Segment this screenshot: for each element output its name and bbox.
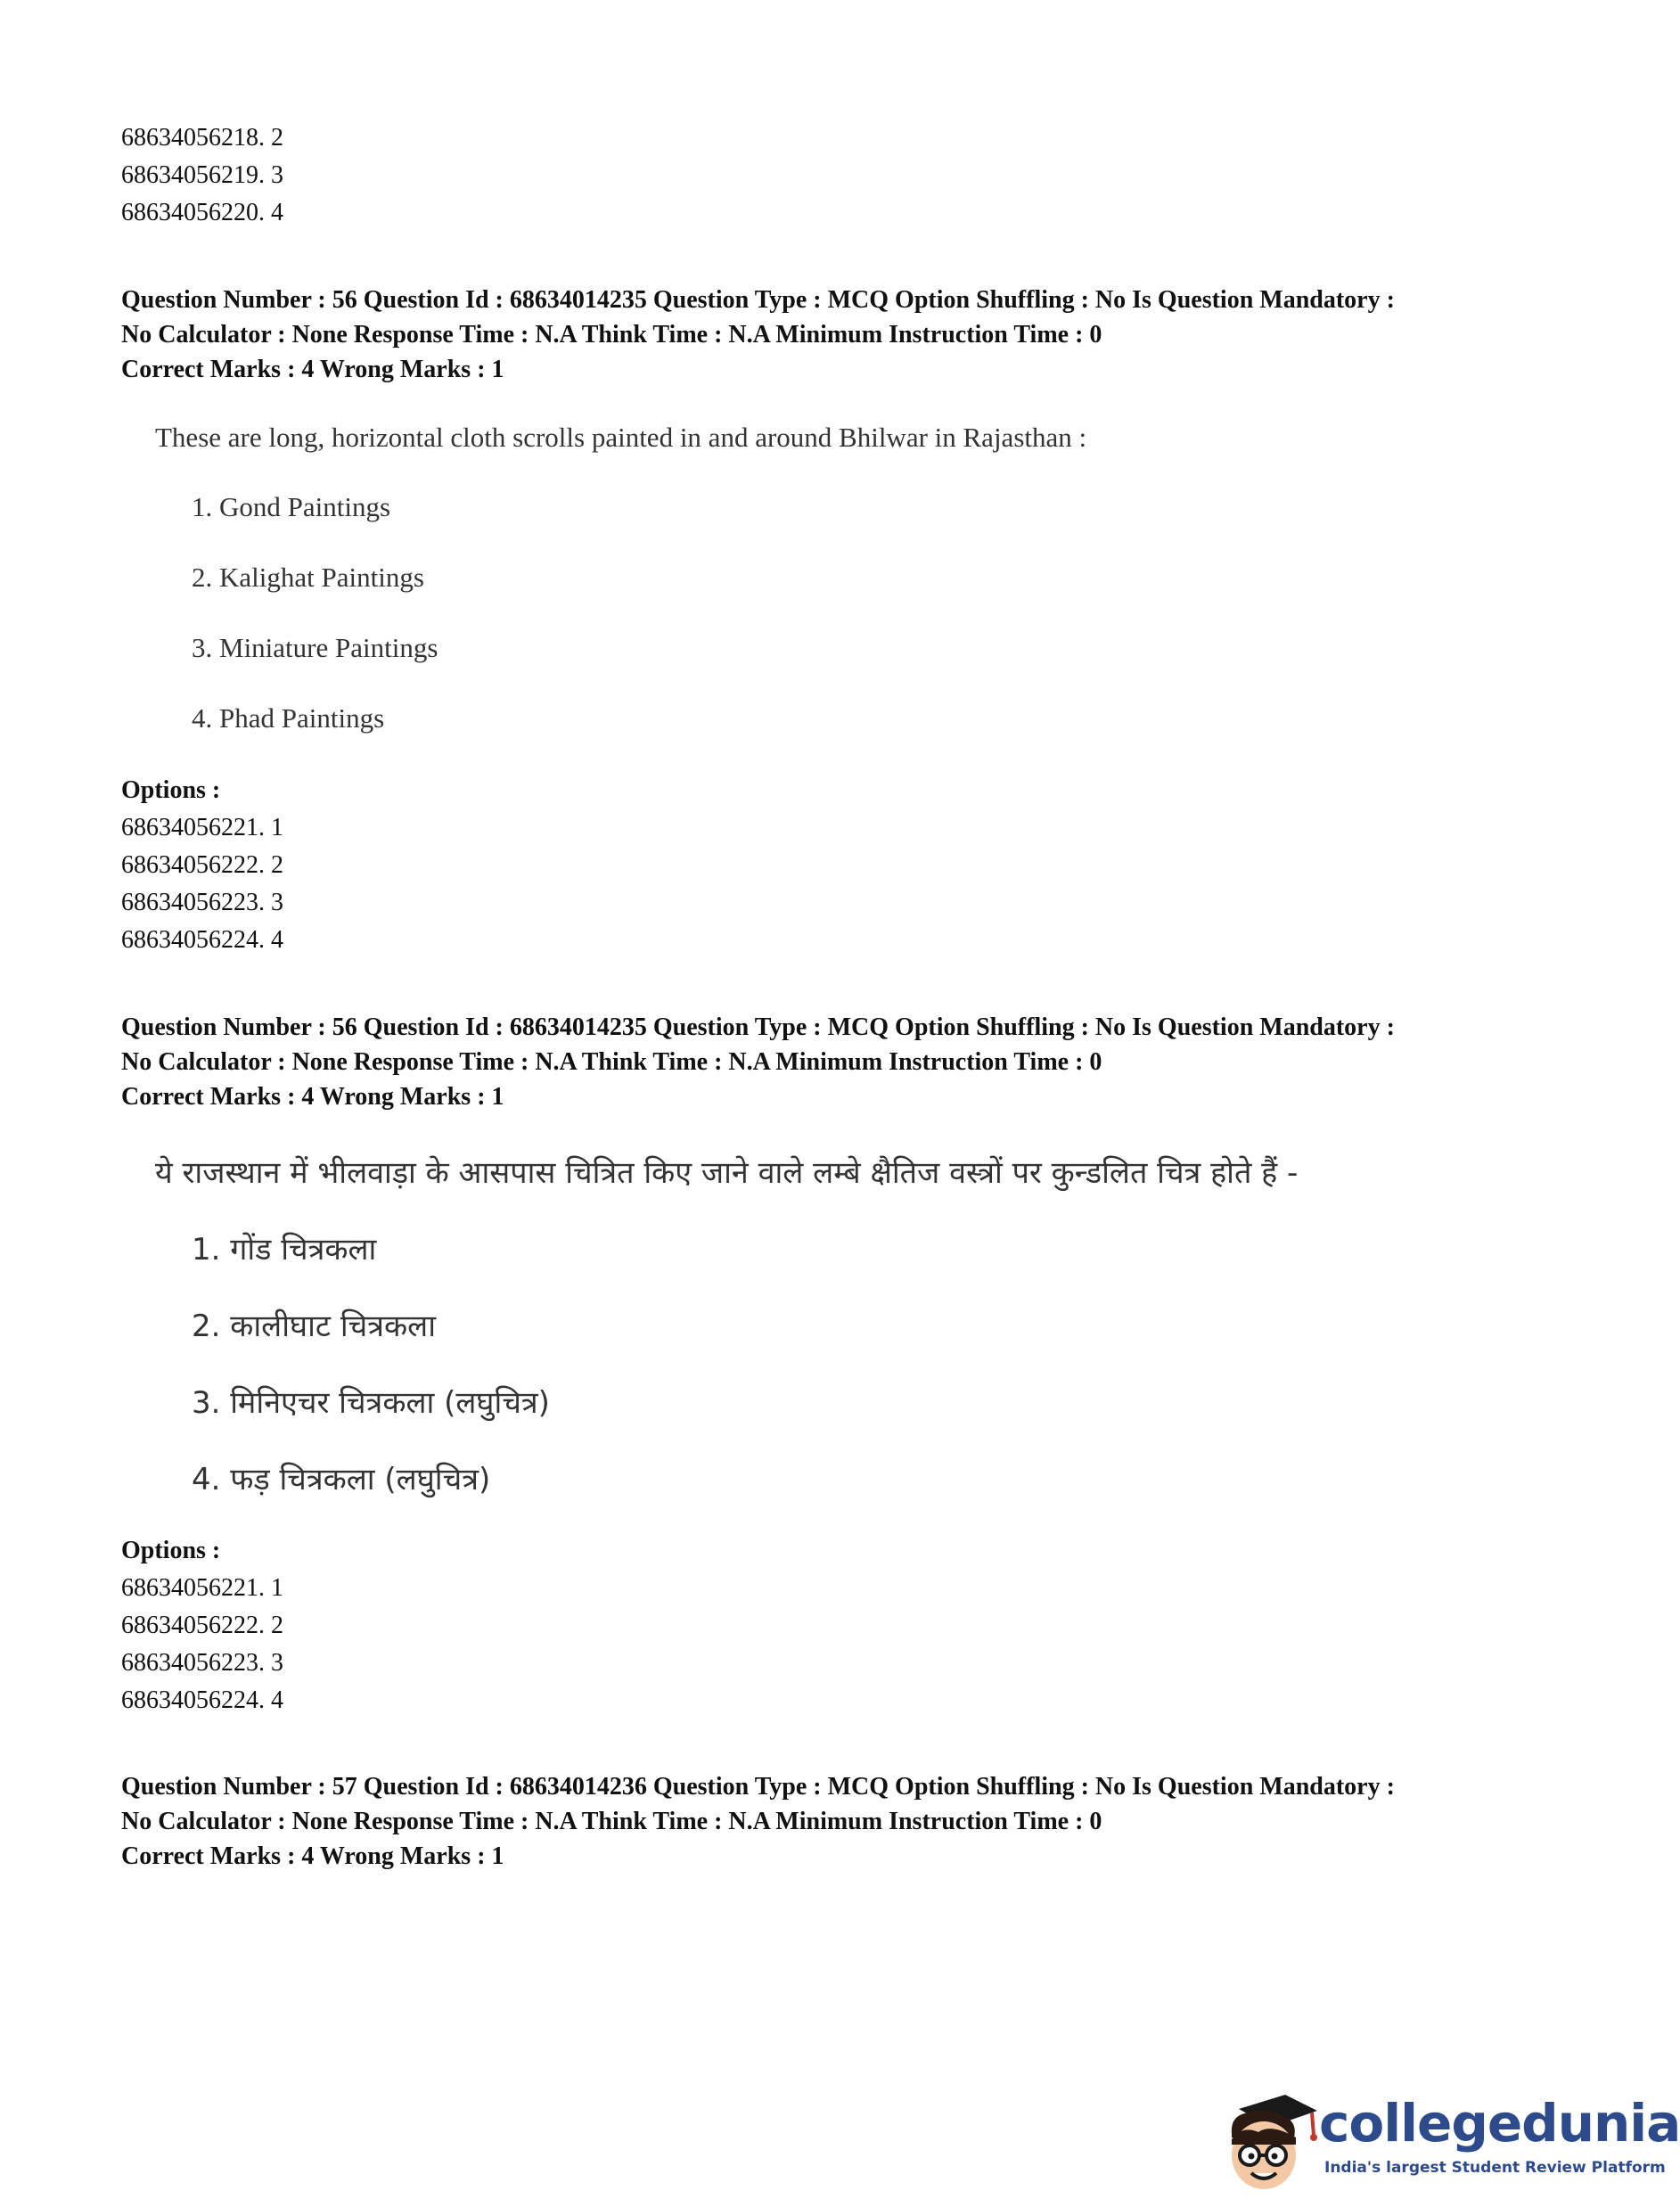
question-meta-line: No Calculator : None Response Time : N.A Think Time : N.A Minimum Instruction Time : 0 — [121, 1048, 1102, 1076]
option-line: 68634056219. 3 — [121, 161, 283, 189]
option-line: 68634056218. 2 — [121, 124, 283, 152]
option-line: 68634056222. 2 — [121, 1612, 283, 1639]
question-meta-line: No Calculator : None Response Time : N.A Think Time : N.A Minimum Instruction Time : 0 — [121, 1808, 1102, 1835]
choice-item: 1. Gond Paintings — [192, 491, 391, 522]
logo-tagline: India's largest Student Review Platform — [1324, 2159, 1666, 2177]
question-meta — [121, 282, 1395, 389]
choice-item: 3. मिनिएचर चित्रकला (लघुचित्र) — [192, 1385, 550, 1421]
choice-item: 2. Kalighat Paintings — [192, 562, 424, 593]
option-line: 68634056224. 4 — [121, 926, 283, 954]
question-meta — [121, 1009, 1395, 1116]
option-line: 68634056223. 3 — [121, 889, 283, 916]
mascot-icon — [1212, 2082, 1328, 2198]
option-line: 68634056224. 4 — [121, 1686, 283, 1714]
choice-item: 3. Miniature Paintings — [192, 632, 438, 663]
choice-item: 4. फड़ चित्रकला (लघुचित्र) — [192, 1462, 491, 1497]
question-text: These are long, horizontal cloth scrolls painted in and around Bhilwar in Rajasthan : — [155, 422, 1087, 453]
question-marks: Correct Marks : 4 Wrong Marks : 1 — [121, 1842, 504, 1870]
collegedunia-logo — [1212, 2082, 1680, 2198]
options-label: Options : — [121, 1537, 221, 1564]
option-line: 68634056221. 1 — [121, 814, 283, 841]
question-marks: Correct Marks : 4 Wrong Marks : 1 — [121, 356, 504, 383]
options-block — [121, 1532, 283, 1719]
option-line: 68634056220. 4 — [121, 199, 283, 226]
question-meta-line: Question Number : 56 Question Id : 68634014235 Question Type : MCQ Option Shuffling : No Is Question Mandatory : — [121, 1013, 1395, 1041]
logo-wordmark: collegedunia — [1319, 2093, 1680, 2154]
question-marks: Correct Marks : 4 Wrong Marks : 1 — [121, 1083, 504, 1111]
choice-item: 1. गोंड चित्रकला — [192, 1232, 377, 1268]
question-meta-line: No Calculator : None Response Time : N.A Think Time : N.A Minimum Instruction Time : 0 — [121, 321, 1102, 349]
option-line: 68634056222. 2 — [121, 851, 283, 879]
option-line: 68634056221. 1 — [121, 1574, 283, 1602]
option-line: 68634056223. 3 — [121, 1649, 283, 1677]
options-block — [121, 772, 283, 959]
question-body-english — [155, 420, 1086, 736]
question-text: ये राजस्थान में भीलवाड़ा के आसपास चित्रित किए जाने वाले लम्बे क्षैतिज वस्त्रों पर कुन्डलित चित्र होते हैं - — [155, 1155, 1299, 1191]
choice-item: 2. कालीघाट चित्रकला — [192, 1309, 437, 1344]
question-meta-line: Question Number : 57 Question Id : 68634014236 Question Type : MCQ Option Shuffling : No Is Question Mandatory : — [121, 1773, 1395, 1801]
choice-item: 4. Phad Paintings — [192, 702, 385, 734]
question-meta — [121, 1768, 1395, 1875]
question-body-hindi — [155, 1153, 1298, 1499]
question-meta-line: Question Number : 56 Question Id : 68634014235 Question Type : MCQ Option Shuffling : No Is Question Mandatory : — [121, 286, 1395, 314]
previous-options-list — [121, 119, 283, 232]
options-label: Options : — [121, 776, 221, 804]
